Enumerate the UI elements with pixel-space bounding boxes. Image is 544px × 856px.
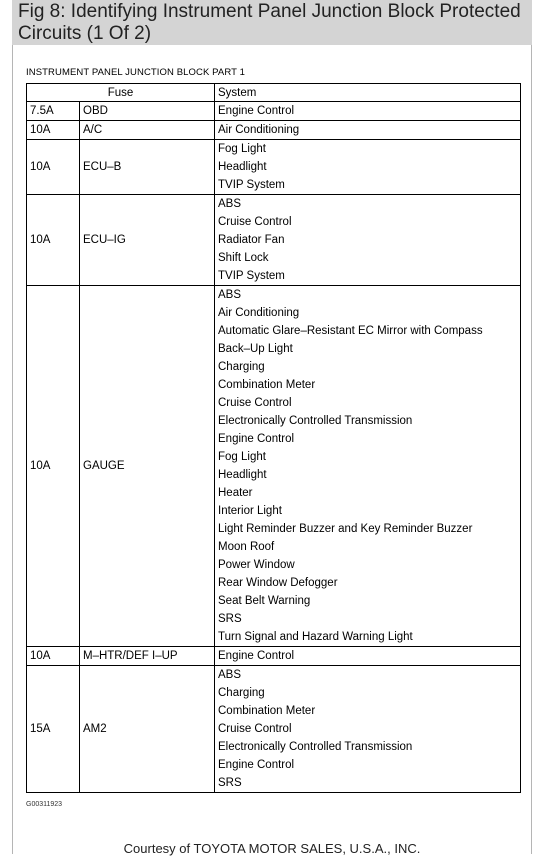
- system-item: Headlight: [218, 469, 267, 481]
- system-item: Combination Meter: [218, 705, 316, 717]
- system-list: [215, 140, 521, 195]
- system-item: Moon Roof: [218, 541, 275, 553]
- fuse-name: ECU–IG: [80, 195, 215, 286]
- system-item: Headlight: [218, 161, 267, 173]
- system-item: ABS: [218, 289, 242, 301]
- system-item: Back–Up Light: [218, 343, 293, 355]
- system-item: Turn Signal and Hazard Warning Light: [218, 631, 413, 643]
- system-list: [215, 286, 521, 647]
- fuse-row: [27, 195, 521, 286]
- system-item: Electronically Controlled Transmission: [218, 415, 413, 427]
- figure-code: G00311923: [26, 801, 63, 808]
- table-header-row: [27, 84, 521, 102]
- system-item: Automatic Glare–Resistant EC Mirror with Compass: [218, 325, 483, 337]
- system-item: Cruise Control: [218, 216, 292, 228]
- fuse-amperage: 10A: [27, 286, 80, 647]
- system-item: Combination Meter: [218, 379, 316, 391]
- system-item: Fog Light: [218, 451, 266, 463]
- system-list: [215, 666, 521, 793]
- system-item: Engine Control: [218, 759, 295, 771]
- fuse-table-body: [27, 102, 521, 793]
- fuse-amperage: 15A: [27, 666, 80, 793]
- system-item: Shift Lock: [218, 252, 269, 264]
- document-title: INSTRUMENT PANEL JUNCTION BLOCK PART 1: [26, 67, 245, 78]
- fuse-name: A/C: [80, 121, 215, 140]
- system-header: System: [215, 84, 521, 102]
- system-item: Engine Control: [218, 105, 295, 117]
- system-item: Seat Belt Warning: [218, 595, 311, 607]
- system-item: TVIP System: [218, 179, 285, 191]
- fuse-name: M–HTR/DEF I–UP: [80, 647, 215, 666]
- fuse-name: ECU–B: [80, 140, 215, 195]
- fuse-amperage: 7.5A: [27, 102, 80, 121]
- system-list: [215, 121, 521, 140]
- system-item: TVIP System: [218, 270, 285, 282]
- system-item: Electronically Controlled Transmission: [218, 741, 413, 753]
- fuse-amperage: 10A: [27, 121, 80, 140]
- system-item: Radiator Fan: [218, 234, 285, 246]
- figure-caption: Fig 8: Identifying Instrument Panel Junction Block Protected Circuits (1 Of 2): [12, 0, 532, 45]
- system-item: Light Reminder Buzzer and Key Reminder Buzzer: [218, 523, 473, 535]
- system-list: [215, 102, 521, 121]
- fuse-row: [27, 121, 521, 140]
- fuse-amperage: 10A: [27, 647, 80, 666]
- system-item: Air Conditioning: [218, 307, 300, 319]
- fuse-name: GAUGE: [80, 286, 215, 647]
- system-item: Cruise Control: [218, 397, 292, 409]
- system-item: SRS: [218, 613, 242, 625]
- system-list: [215, 195, 521, 286]
- system-item: Engine Control: [218, 433, 295, 445]
- system-item: Charging: [218, 361, 265, 373]
- system-item: Air Conditioning: [218, 124, 300, 136]
- fuse-amperage: 10A: [27, 140, 80, 195]
- fuse-row: [27, 647, 521, 666]
- fuse-table: [26, 83, 521, 793]
- fuse-row: [27, 666, 521, 793]
- system-item: Cruise Control: [218, 723, 292, 735]
- system-item: ABS: [218, 669, 242, 681]
- system-item: SRS: [218, 777, 242, 789]
- system-item: Engine Control: [218, 650, 295, 662]
- credit-line: Courtesy of TOYOTA MOTOR SALES, U.S.A., INC.: [123, 841, 421, 856]
- system-item: Heater: [218, 487, 253, 499]
- system-item: ABS: [218, 198, 242, 210]
- fuse-header: Fuse: [27, 84, 215, 102]
- fuse-row: [27, 140, 521, 195]
- system-item: Interior Light: [218, 505, 282, 517]
- fuse-row: [27, 102, 521, 121]
- fuse-name: OBD: [80, 102, 215, 121]
- fuse-name: AM2: [80, 666, 215, 793]
- system-item: Charging: [218, 687, 265, 699]
- system-item: Rear Window Defogger: [218, 577, 338, 589]
- fuse-row: [27, 286, 521, 647]
- fuse-amperage: 10A: [27, 195, 80, 286]
- system-item: Fog Light: [218, 143, 266, 155]
- system-list: [215, 647, 521, 666]
- system-item: Power Window: [218, 559, 295, 571]
